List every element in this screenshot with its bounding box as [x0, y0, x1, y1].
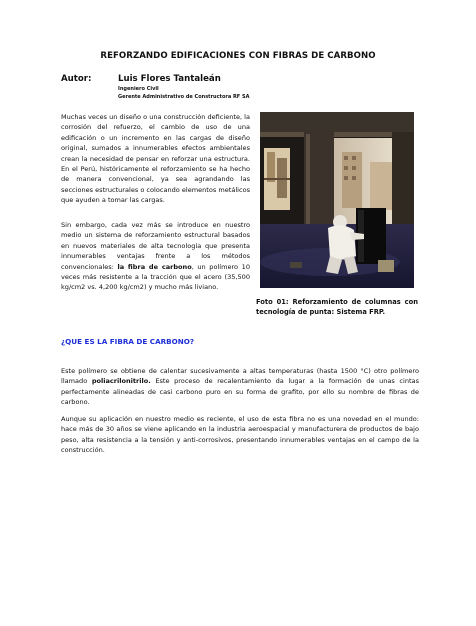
second-paragraph [61, 220, 250, 293]
author-name: Luis Flores Tantaleán [118, 74, 221, 84]
author-role-title: Ingeniero Civil [118, 86, 159, 92]
document-title: REFORZANDO EDIFICACIONES CON FIBRAS DE CARBONO [100, 51, 376, 61]
second-paragraph-text-a: Sin embargo, cada vez más se introduce en nuestro medio un sistema de reforzamiento estructural basados en nuevos materiales de alta tecnología que presenta innumerables ventajas frente a los métodos convencionales: [61, 221, 250, 271]
second-paragraph-text-b: , un polímero 10 veces más resistente a la tracción que el acero (35,500 kg/cm2 vs. 4,200 kg/cm2) y mucho más liviano. [61, 262, 250, 292]
author-role-position: Gerente Administrativo de Constructora RF SA [118, 94, 250, 100]
third-paragraph-text-a: Este polímero se obtiene de calentar sucesivamente a altas temperaturas (hasta 1500 °C) otro polímero llamado [61, 367, 419, 386]
third-paragraph-bold: poliacrilonitrilo. [91, 377, 151, 386]
second-paragraph-bold: la fibra de carbono [117, 262, 192, 271]
construction-worker-photo [260, 112, 414, 288]
third-paragraph-text-b: Este proceso de recalentamiento da lugar a la formación de unas cintas perfectamente alineadas de casi carbono puro en su forma de grafito, por ello su nombre de fibras de carbono. [61, 377, 419, 407]
fourth-paragraph: Aunque su aplicación en nuestro medio es reciente, el uso de esta fibra no es una novedad en el mundo: hace más de 30 años se viene aplicando en la industria aeroespacial y manufacturera de productos de bajo peso, alta resistencia a la tensión y anti-corrosivos, presentando innumerables ventajas en el campo de la construcción. [61, 415, 419, 455]
author-label: Autor: [61, 74, 92, 84]
third-paragraph [61, 366, 419, 408]
photo-caption: Foto 01: Reforzamiento de columnas con tecnología de punta: Sistema FRP. [256, 298, 418, 316]
section-heading: ¿QUE ES LA FIBRA DE CARBONO? [61, 337, 195, 346]
intro-paragraph: Muchas veces un diseño o una construcción deficiente, la corrosión del refuerzo, el cambio de uso de una edificación o un incremento en las cargas de diseño original, sumados a innumerables efectos ambientales crean la necesidad de pensar en reforzar una estructura. En el Perú, históricamente el reforzamiento se ha hecho de manera convencional, ya sea agrandando las secciones estructurales o colocando elementos metálicos que ayuden a tomar las cargas. [61, 113, 250, 205]
photo-illustration [260, 112, 414, 288]
